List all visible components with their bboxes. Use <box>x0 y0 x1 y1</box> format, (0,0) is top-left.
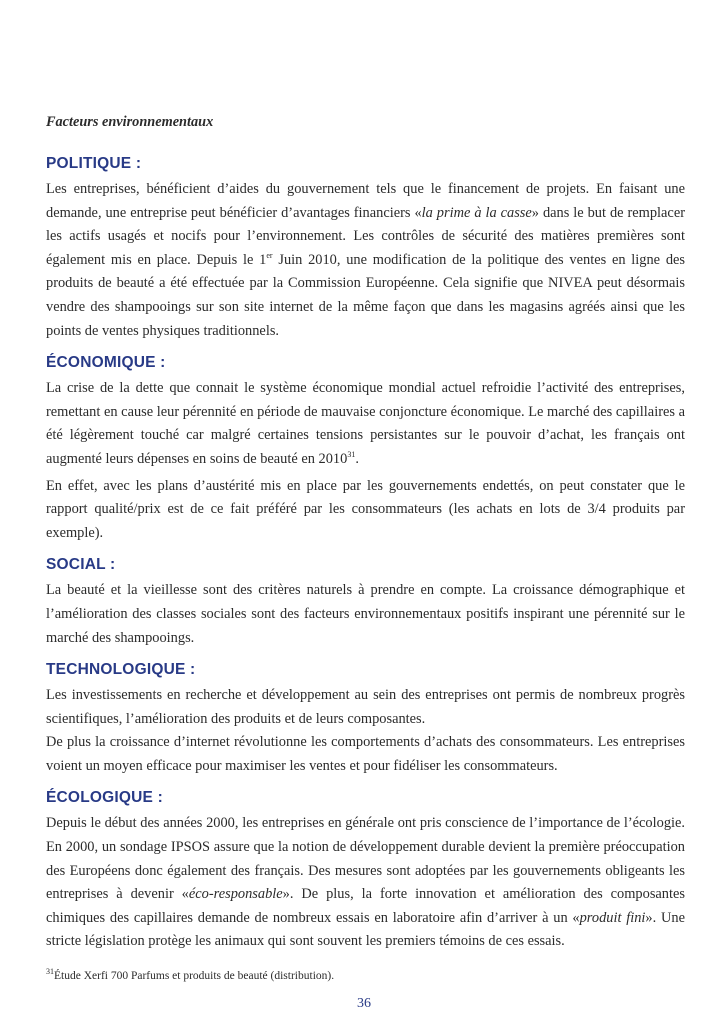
section-economique <box>46 353 685 545</box>
text-span: Depuis le début des années 2000, les entreprises en générale ont pris conscience de l’importance de l’écologie. En 2000, un sondage IPSOS assure que la notion de développement durable devient la première préoccupation des Européens donc également des français. Des mesures sont adoptées par les gouvernements obligeants les entreprises à devenir « <box>46 815 685 903</box>
emphasis-produit-fini: produit fini <box>579 909 646 926</box>
footnote-text: Étude Xerfi 700 Parfums et produits de beauté (distribution). <box>54 970 335 982</box>
section-heading-economique: ÉCONOMIQUE : <box>46 354 166 372</box>
section-heading-social: SOCIAL : <box>46 556 116 574</box>
section-heading-ecologique: ÉCOLOGIQUE : <box>46 789 163 807</box>
emphasis-prime-casse: la prime à la casse <box>421 204 532 221</box>
text-span: ». De plus, la forte innovation et amélioration des composantes chimiques des capillaires demande de nombreux essais en laboratoire afin d’arriver à un « <box>46 886 685 926</box>
section-politique <box>46 154 685 343</box>
section-ecologique <box>46 788 685 954</box>
intro-title: Facteurs environnementaux <box>46 114 214 130</box>
text-span: . <box>355 450 359 467</box>
footnote-reference: 31 <box>347 450 356 460</box>
section-social <box>46 555 685 650</box>
footnote-mark: 31 <box>46 967 54 977</box>
text-span: Juin 2010, une modification de la politique des ventes en ligne des produits de beauté a été effectuée par la Commission Européenne. Cela signifie que NIVEA peut désormais vendre des shampooings sur son site internet de la même façon que dans les magasins agréés ainsi que les points de ventes physiques traditionnels. <box>46 251 685 339</box>
paragraph-politique <box>46 178 685 343</box>
emphasis-eco-responsable: éco-responsable <box>188 886 283 903</box>
paragraph-economique-2: En effet, avec les plans d’austérité mis en place par les gouvernements endettés, on peut constater que le rapport qualité/prix est de ce fait préféré par les consommateurs (les achats en lots de 3/4 produits par exemple). <box>46 477 685 541</box>
footnote <box>46 968 685 984</box>
text-span: La crise de la dette que connait le système économique mondial actuel refroidie l’activité des entreprises, remettant en cause leur pérennité en période de mauvaise conjoncture économique. Le marché des capillaires a été légèrement touché car malgré certaines tensions persistantes sur le pouvoir d’achat, les français ont augmenté leurs dépenses en soins de beauté en 2010 <box>46 380 685 467</box>
page-number: 36 <box>357 996 371 1011</box>
section-heading-technologique: TECHNOLOGIQUE : <box>46 661 196 679</box>
paragraph-economique-1 <box>46 377 685 471</box>
text-span: ». Une stricte législation protège les animaux qui sont souvent les premiers témoins de ces essais. <box>46 909 685 950</box>
paragraph-technologique-2: De plus la croissance d’internet révolutionne les comportements d’achats des consommateurs. Les entreprises voient un moyen efficace pour maximiser les ventes et pour fidéliser les consommateurs. <box>46 734 685 774</box>
section-heading-politique: POLITIQUE : <box>46 155 142 172</box>
section-technologique <box>46 660 685 778</box>
paragraph-ecologique <box>46 812 685 954</box>
page-content <box>46 112 685 964</box>
text-span: » dans le but de remplacer les actifs usagés et nocifs pour l’environnement. Les contrôles de sécurité des matières premières sont également mis en place. Depuis le 1 <box>46 204 685 268</box>
paragraph-social: La beauté et la vieillesse sont des critères naturels à prendre en compte. La croissance démographique et l’amélioration des classes sociales sont des facteurs environnementaux positifs inspirant une pérennité sur le marché des shampooings. <box>46 582 685 646</box>
ordinal-superscript: er <box>266 250 273 260</box>
paragraph-technologique-1: Les investissements en recherche et développement au sein des entreprises ont permis de nombreux progrès scientifiques, l’amélioration des produits et de leurs composantes. <box>46 687 685 727</box>
text-span: Les entreprises, bénéficient d’aides du gouvernement tels que le financement de projets. En faisant une demande, une entreprise peut bénéficier d’avantages financiers « <box>46 181 685 221</box>
